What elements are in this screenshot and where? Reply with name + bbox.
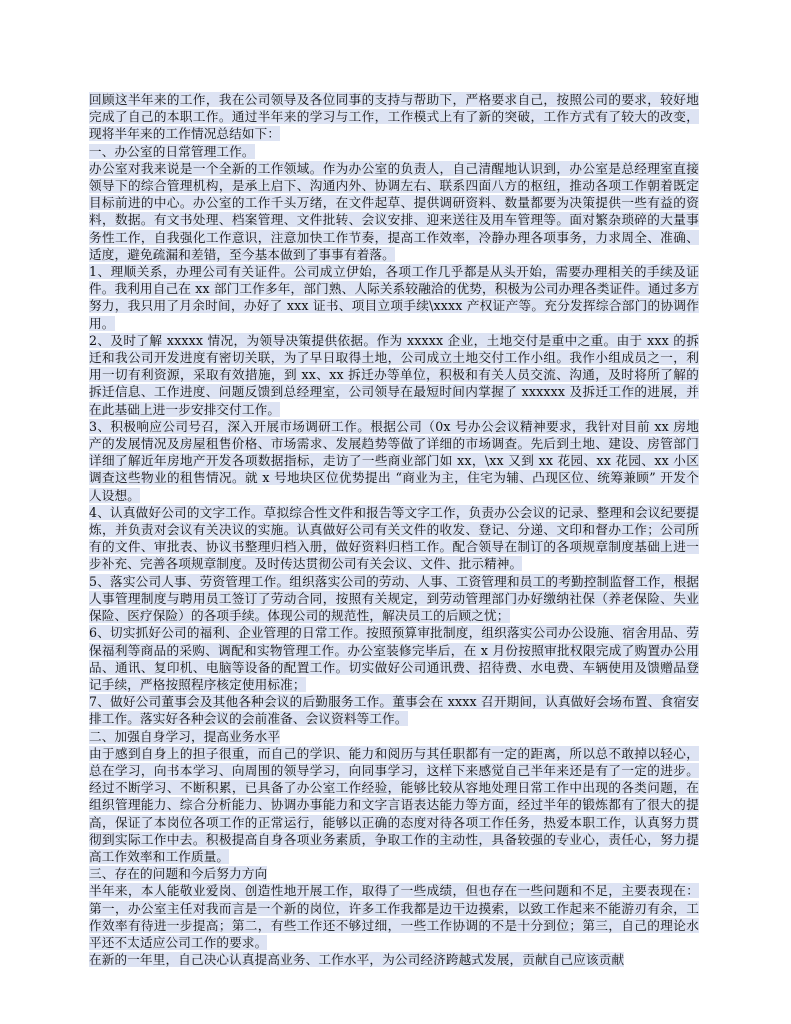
document-body [89, 91, 699, 968]
item-6-text: 6、切实抓好公司的福利、企业管理的日常工作。按照预算审批制度，组织落实公司办公设施、宿舍用品、劳保福利等商品的采购、调配和实物管理工作。办公室装修完毕后，在 x 月份按照审批权限完成了购置办公用品、通讯、复印机、电脑等设备的配置工作。切实做好公司通讯费、招待费、水电费、车辆使用及馈赠品登记手续，严格按照程序核定使用标准； [89, 625, 699, 692]
section-heading-2 [89, 728, 699, 745]
item-6-paragraph [89, 624, 699, 693]
section-heading-3-text: 三、存在的问题和今后努力方向 [89, 866, 268, 882]
item-5-text: 5、落实公司人事、劳资管理工作。组织落实公司的劳动、人事、工资管理和员工的考勤控制监督工作，根据人事管理制度与聘用员工签订了劳动合同，按照有关规定，到劳动管理部门办好缴纳社保（养老保险、失业保险、医疗保险）的各项手续。体现公司的规范性，解决员工的后顾之忧； [89, 573, 699, 624]
item-2-text: 2、及时了解 xxxxx 情况，为领导决策提供依据。作为 xxxxx 企业，土地交付是重中之重。由于 xxx 的拆迁和我公司开发进度有密切关联，为了早日取得土地，公司成立土地交付工作小组。我作小组成员之一，利用一切有利资源，采取有效措施，到 xx、xx 拆迁办等单位，积极和有关人员交流、沟通，及时将所了解的拆迁信息、工作进度、问题反馈到总经理室，公司领导在最短时间内掌握了 xxxxxx 及拆迁工作的进展，并在此基础上进一步安排交付工作。 [89, 332, 699, 417]
office-work-text: 办公室对我来说是一个全新的工作领域。作为办公室的负责人，自己清醒地认识到，办公室是总经理室直接领导下的综合管理机构，是承上启下、沟通内外、协调左右、联系四面八方的枢纽，推动各项工作朝着既定目标前进的中心。办公室的工作千头万绪，在文件起草、提供调研资料、数量都要为决策提供一些有益的资料，数据。有文书处理、档案管理、文件批转、会议安排、迎来送往及用车管理等。面对繁杂琐碎的大量事务性工作，自我强化工作意识，注意加快工作节奏，提高工作效率，冷静办理各项事务，力求周全、准确、适度，避免疏漏和差错，至今基本做到了事事有着落。 [89, 160, 699, 262]
section-heading-3 [89, 865, 699, 882]
intro-text: 回顾这半年来的工作，我在公司领导及各位同事的支持与帮助下，严格要求自己，按照公司的要求，较好地完成了自己的本职工作。通过半年来的学习与工作，工作模式上有了新的突破，工作方式有了较大的改变，现将半年来的工作情况总结如下： [89, 92, 699, 142]
item-3-text: 3、积极响应公司号召，深入开展市场调研工作。根据公司（0x 号办公会议精神要求，我针对目前 xx 房地产的发展情况及房屋租售价格、市场需求、发展趋势等做了详细的市场调查。先后到土地、建设、房管部门详细了解近年房地产开发各项数据指标，走访了一些商业部门如 xx，\xx 又到 xx 花园、xx 花园、xx 小区调查这些物业的租售情况。就 x 号地块区位优势提出 “商业为主，住宅为辅、凸现区位、统筹兼顾” 开发个人设想。 [89, 418, 699, 503]
office-work-paragraph [89, 160, 699, 263]
outlook-text: 在新的一年里，自己决心认真提高业务、工作水平，为公司经济跨越式发展，贡献自己应该贡献 [89, 952, 625, 968]
item-4-paragraph [89, 504, 699, 573]
item-2-paragraph [89, 332, 699, 418]
study-paragraph [89, 745, 699, 865]
section-heading-1-text: 一、办公室的日常管理工作。 [89, 143, 255, 159]
problems-text: 半年来，本人能敬业爱岗、创造性地开展工作，取得了一些成绩，但也存在一些问题和不足，主要表现在：第一，办公室主任对我而言是一个新的岗位，许多工作我都是边干边摸索，以致工作起来不能游刃有余，工作效率有待进一步提高；第二，有些工作还不够过细，一些工作协调的不是十分到位；第三，自己的理论水平还不太适应公司工作的要求。 [89, 883, 699, 950]
problems-paragraph [89, 882, 699, 951]
study-text: 由于感到自身上的担子很重，而自己的学识、能力和阅历与其任职都有一定的距离，所以总不敢掉以轻心，总在学习，向书本学习、向周围的领导学习，向同事学习，这样下来感觉自己半年来还是有了一定的进步。经过不断学习、不断积累，已具备了办公室工作经验，能够比较从容地处理日常工作中出现的各类问题，在组织管理能力、综合分析能力、协调办事能力和文字言语表达能力等方面，经过半年的锻炼都有了很大的提高，保证了本岗位各项工作的正常运行，能够以正确的态度对待各项工作任务，热爱本职工作，认真努力贯彻到实际工作中去。积极提高自身各项业务素质，争取工作的主动性，具备较强的专业心，责任心，努力提高工作效率和工作质量。 [89, 745, 699, 864]
item-3-paragraph [89, 418, 699, 504]
outlook-paragraph [89, 951, 699, 968]
section-heading-1 [89, 143, 699, 160]
item-5-paragraph [89, 573, 699, 625]
intro-paragraph [89, 91, 699, 143]
item-4-text: 4、认真做好公司的文字工作。草拟综合性文件和报告等文字工作，负责办公会议的记录、整理和会议纪要提炼，并负责对会议有关决议的实施。认真做好公司有关文件的收发、登记、分递、文印和督办工作；公司所有的文件、审批表、协议书整理归档入册，做好资料归档工作。配合领导在制订的各项规章制度基础上进一步补充、完善各项规章制度。及时传达贯彻公司有关会议、文件、批示精神。 [89, 504, 699, 572]
item-7-paragraph [89, 693, 699, 727]
item-7-text: 7、做好公司董事会及其他各种会议的后勤服务工作。董事会在 xxxx 召开期间，认真做好会场布置、食宿安排工作。落实好各种会议的会前准备、会议资料等工作。 [89, 694, 699, 727]
item-1-paragraph [89, 263, 699, 332]
section-heading-2-text: 二、加强自身学习，提高业务水平 [89, 728, 281, 744]
item-1-text: 1、理顺关系，办理公司有关证件。公司成立伊始，各项工作几乎都是从头开始，需要办理相关的手续及证件。我利用自己在 xx 部门工作多年，部门熟、人际关系较融洽的优势，积极为公司办理各类证件。通过多方努力，我只用了月余时间，办好了 xxx 证书、项目立项手续\xxxx 产权证产等。充分发挥综合部门的协调作用。 [89, 264, 699, 331]
